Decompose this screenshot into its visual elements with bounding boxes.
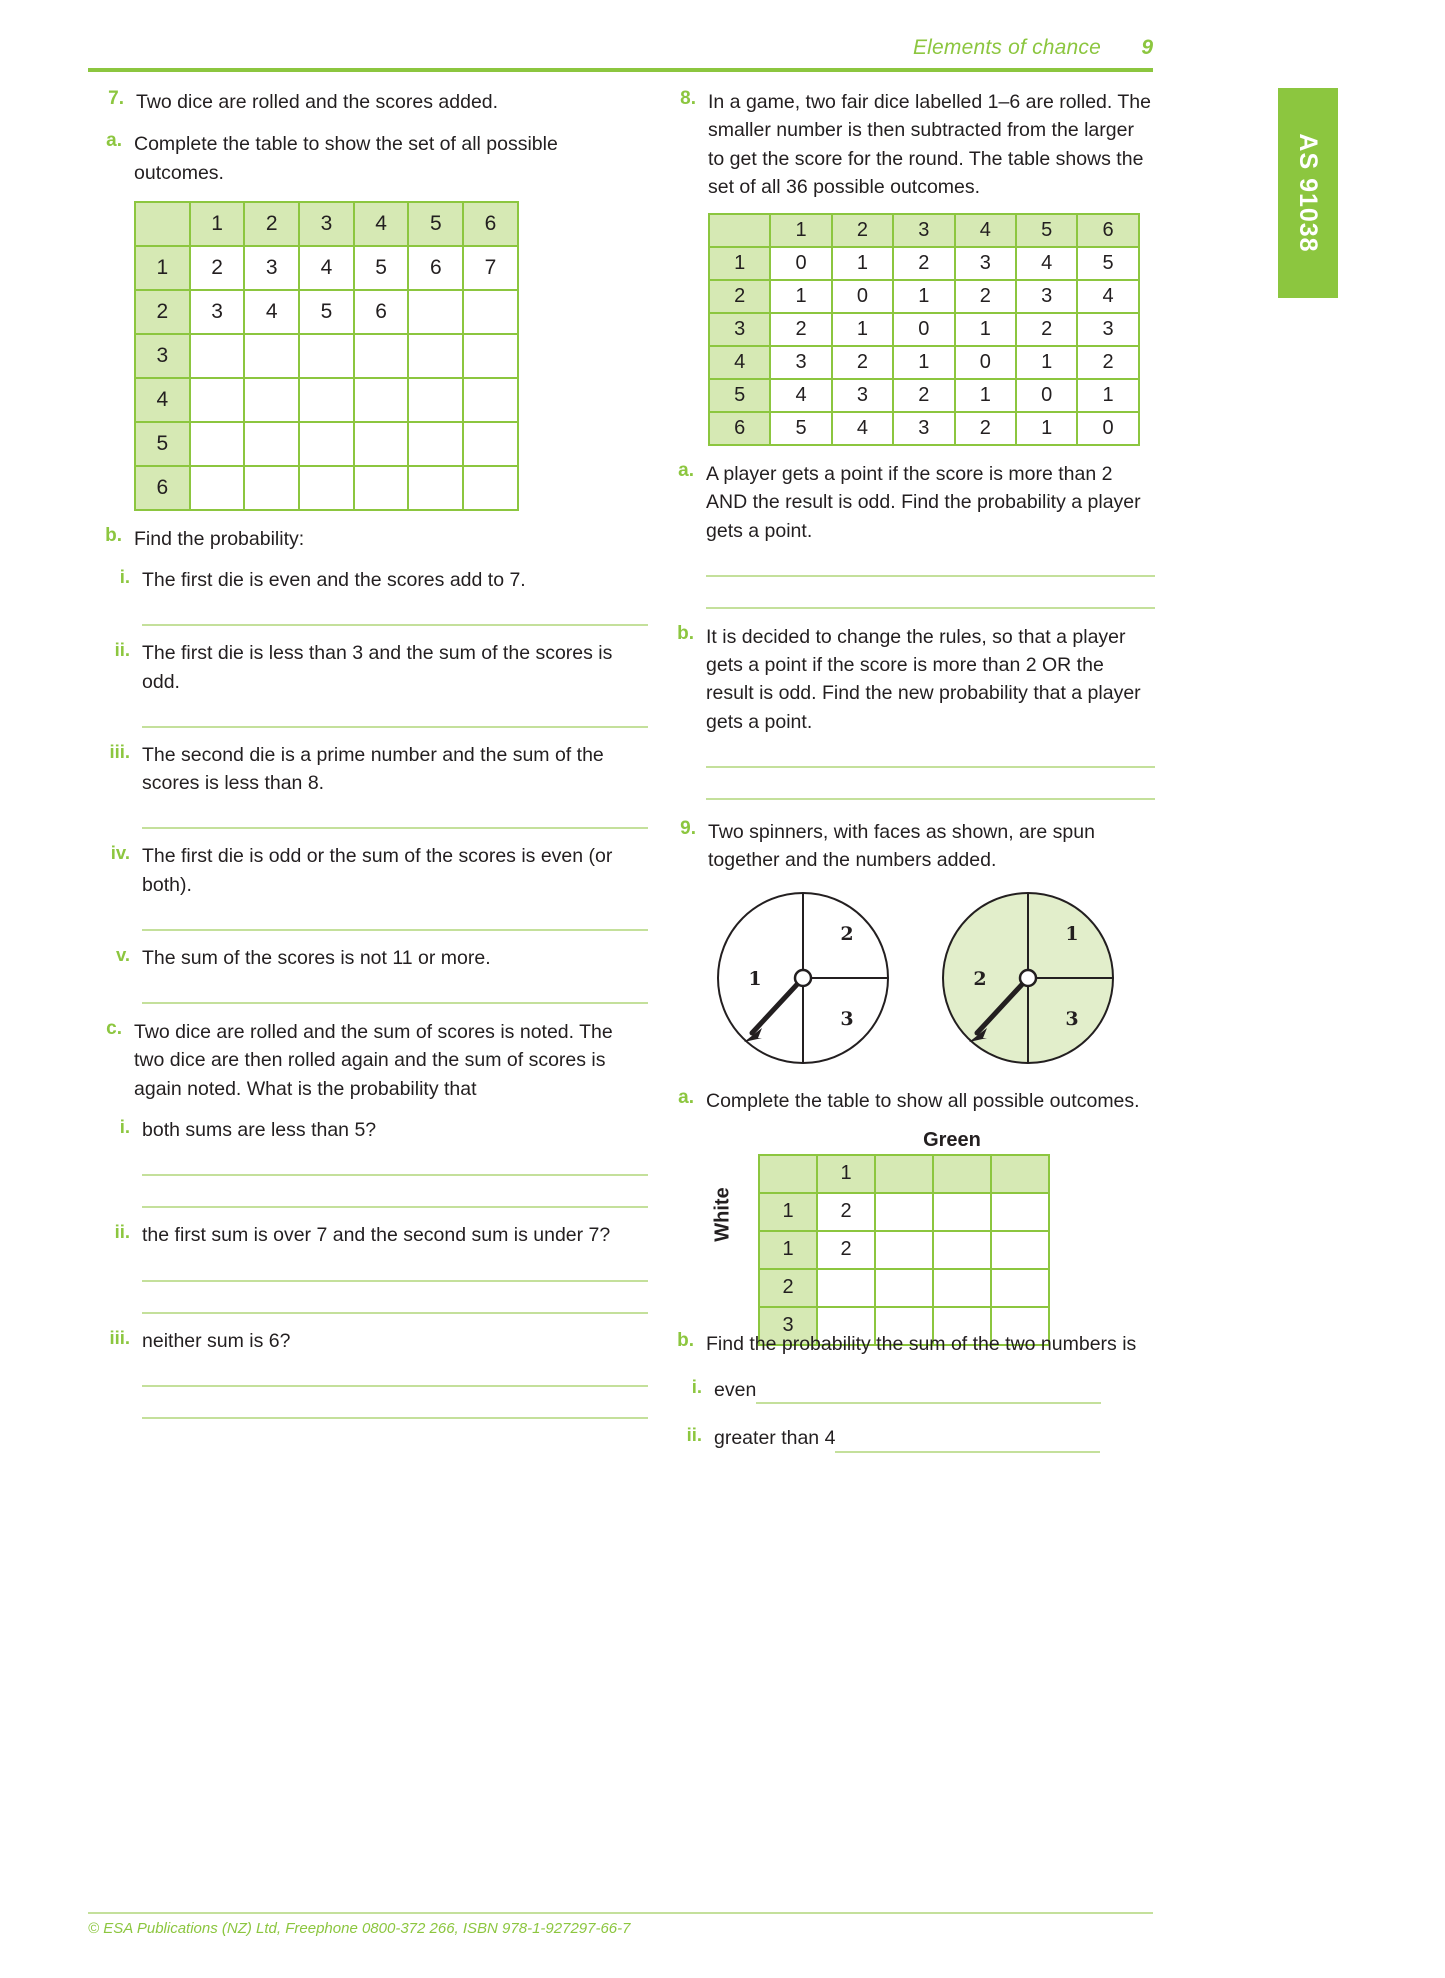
q8-col-header: 6 — [1077, 214, 1138, 247]
question-9b-text: Find the probability the sum of the two numbers is — [706, 1332, 1137, 1355]
q7-cell[interactable] — [463, 290, 518, 334]
q8-cell: 2 — [955, 280, 1016, 313]
q8-cell: 0 — [955, 346, 1016, 379]
question-8b — [660, 623, 1155, 800]
q8-corner-cell — [709, 214, 770, 247]
question-7c-ii-label: ii. — [114, 1221, 130, 1243]
question-9b-i-text: even — [714, 1378, 757, 1401]
q7-col-header: 6 — [463, 202, 518, 246]
q8-cell: 4 — [1077, 280, 1138, 313]
table-row — [759, 1193, 1049, 1231]
answer-line[interactable] — [142, 1206, 648, 1208]
question-8a — [660, 460, 1155, 609]
q8-cell: 3 — [955, 247, 1016, 280]
q8-cell: 1 — [893, 280, 954, 313]
q8-cell: 2 — [893, 247, 954, 280]
table-row — [135, 246, 518, 290]
table-row — [709, 412, 1139, 445]
q7-cell[interactable] — [408, 466, 463, 510]
q7-cell[interactable] — [354, 466, 409, 510]
q8-cell: 1 — [955, 379, 1016, 412]
answer-line[interactable] — [142, 726, 648, 728]
q7-cell[interactable] — [463, 422, 518, 466]
white-spinner-label-3: 3 — [840, 1008, 854, 1031]
q7-col-header: 2 — [244, 202, 299, 246]
q8-row-header: 3 — [709, 313, 770, 346]
white-spinner — [718, 893, 888, 1063]
q7-cell[interactable]: 2 — [190, 246, 245, 290]
q8-cell: 1 — [893, 346, 954, 379]
answer-line[interactable] — [142, 1417, 648, 1419]
answer-line[interactable] — [142, 1312, 648, 1314]
question-8b-label: b. — [677, 622, 694, 644]
q9-cell[interactable] — [933, 1269, 991, 1307]
answer-line[interactable] — [142, 1385, 648, 1387]
table-row — [135, 290, 518, 334]
question-9a — [660, 1087, 1155, 1337]
q7-cell[interactable]: 4 — [299, 246, 354, 290]
q8-outcomes-table — [708, 213, 1140, 446]
q7-cell[interactable] — [190, 378, 245, 422]
question-7c-iii — [88, 1327, 648, 1419]
table-row — [759, 1231, 1049, 1269]
question-7b-text: Find the probability: — [134, 527, 305, 550]
left-column — [88, 88, 648, 1419]
question-9a-text: Complete the table to show all possible outcomes. — [706, 1090, 1140, 1113]
table-row — [709, 379, 1139, 412]
q7-cell[interactable] — [408, 334, 463, 378]
white-spinner-label-2: 2 — [840, 923, 854, 946]
question-7-number: 7. — [108, 88, 124, 109]
question-7b-ii-label: ii. — [114, 639, 130, 661]
q9-cell[interactable]: 2 — [817, 1193, 875, 1231]
question-7c-text: Two dice are rolled and the sum of scores is noted. The two dice are then rolled again and the sum of scores is again noted. What is the probability that — [134, 1021, 613, 1100]
question-7c-i — [88, 1116, 648, 1208]
question-9b — [660, 1330, 1155, 1358]
q7-cell[interactable] — [354, 378, 409, 422]
table-row — [759, 1269, 1049, 1307]
q8-cell: 3 — [893, 412, 954, 445]
q8-col-header: 2 — [832, 214, 893, 247]
q8-cell: 2 — [893, 379, 954, 412]
q8-cell: 2 — [1077, 346, 1138, 379]
q9-cell[interactable] — [817, 1269, 875, 1307]
question-9b-i — [660, 1376, 1155, 1404]
green-spinner-label-3: 3 — [1065, 1008, 1079, 1031]
q9-corner-cell — [759, 1155, 817, 1193]
table-row — [135, 466, 518, 510]
q8-col-header: 3 — [893, 214, 954, 247]
question-9a-label: a. — [678, 1087, 694, 1109]
q8-cell: 1 — [832, 247, 893, 280]
q8-cell: 3 — [832, 379, 893, 412]
q7-cell[interactable]: 3 — [190, 290, 245, 334]
q7-cell[interactable] — [463, 466, 518, 510]
q9-row-header: 1 — [759, 1231, 817, 1269]
answer-line[interactable] — [142, 1174, 648, 1176]
q8-cell: 2 — [770, 313, 831, 346]
question-7b-ii — [88, 639, 648, 728]
q7-cell[interactable] — [408, 378, 463, 422]
footer-text: © ESA Publications (NZ) Ltd, Freephone 0800-372 266, ISBN 978-1-927297-66-7 — [88, 1920, 631, 1937]
table-row — [709, 247, 1139, 280]
q8-cell: 2 — [955, 412, 1016, 445]
question-8a-text: A player gets a point if the score is more than 2 AND the result is odd. Find the probability a player gets a point. — [706, 463, 1141, 542]
q8-cell: 0 — [770, 247, 831, 280]
q8-col-header: 1 — [770, 214, 831, 247]
q8-cell: 0 — [893, 313, 954, 346]
q7-row-header: 3 — [135, 334, 190, 378]
question-9b-ii-text: greater than 4 — [714, 1427, 836, 1450]
question-9b-ii-label: ii. — [686, 1424, 702, 1446]
q8-row-header: 1 — [709, 247, 770, 280]
q8-cell: 1 — [1016, 346, 1077, 379]
question-7c-i-text: both sums are less than 5? — [142, 1118, 377, 1141]
question-7b-ii-text: The first die is less than 3 and the sum of the scores is odd. — [142, 642, 613, 693]
question-7-stem: Two dice are rolled and the scores added. — [136, 91, 499, 113]
green-spinner-label-2: 2 — [973, 968, 987, 991]
q7-cell[interactable] — [244, 466, 299, 510]
q8-cell: 1 — [955, 313, 1016, 346]
question-9-stem: Two spinners, with faces as shown, are spun together and the numbers added. — [708, 820, 1095, 872]
q7-row-header: 4 — [135, 378, 190, 422]
question-9b-label: b. — [677, 1329, 694, 1351]
question-7b-i — [88, 566, 648, 626]
green-spinner — [943, 893, 1113, 1063]
q7-cell[interactable] — [299, 422, 354, 466]
page-number: 9 — [1141, 36, 1153, 59]
question-7 — [88, 88, 648, 1419]
q8-row-header: 2 — [709, 280, 770, 313]
q7-cell[interactable]: 5 — [354, 246, 409, 290]
question-9b-i-label: i. — [691, 1375, 702, 1397]
q8-cell: 1 — [832, 313, 893, 346]
page-header — [88, 36, 1153, 70]
question-7b-iii-text: The second die is a prime number and the sum of the scores is less than 8. — [142, 743, 604, 795]
standard-code-tab — [1278, 88, 1338, 298]
question-8-stem: In a game, two fair dice labelled 1–6 are rolled. The smaller number is then subtracted from the larger to get the score for the round. The table shows the set of all 36 possible outcomes. — [708, 91, 1151, 198]
q7-col-header: 4 — [354, 202, 409, 246]
question-7a — [88, 130, 648, 511]
question-8 — [660, 88, 1155, 800]
q7-row-header: 6 — [135, 466, 190, 510]
green-spinner-label-1: 1 — [1065, 923, 1079, 946]
q9-cell[interactable] — [991, 1231, 1049, 1269]
q7-cell[interactable] — [299, 334, 354, 378]
question-7c-i-label: i. — [119, 1115, 130, 1137]
q7-cell[interactable]: 6 — [408, 246, 463, 290]
answer-line[interactable] — [835, 1432, 1100, 1452]
question-7c-ii-text: the first sum is over 7 and the second sum is under 7? — [142, 1224, 611, 1247]
q8-cell: 4 — [770, 379, 831, 412]
question-9-number: 9. — [680, 817, 696, 839]
q9-col-header: 1 — [817, 1155, 875, 1193]
q8-cell: 1 — [1077, 379, 1138, 412]
q9-row-header: 2 — [759, 1269, 817, 1307]
answer-line[interactable] — [706, 607, 1155, 609]
q9-table-figure — [706, 1126, 1155, 1337]
question-8-number: 8. — [680, 88, 696, 109]
q9-col-header[interactable] — [875, 1155, 933, 1193]
question-7b-v — [88, 944, 648, 1004]
answer-line[interactable] — [706, 575, 1155, 577]
right-column — [660, 88, 1155, 1453]
white-spinner-label-1: 1 — [748, 968, 762, 991]
q8-cell: 5 — [770, 412, 831, 445]
q7-cell[interactable]: 3 — [244, 246, 299, 290]
q7-row-header: 1 — [135, 246, 190, 290]
q8-row-header: 5 — [709, 379, 770, 412]
q7-cell[interactable] — [299, 466, 354, 510]
q7-col-header: 3 — [299, 202, 354, 246]
q7-col-header: 1 — [190, 202, 245, 246]
question-7b-iv — [88, 842, 648, 931]
q7-corner-cell — [135, 202, 190, 246]
question-7a-label: a. — [106, 130, 122, 152]
table-row — [135, 202, 518, 246]
q7-cell[interactable] — [244, 334, 299, 378]
q7-cell[interactable] — [244, 378, 299, 422]
table-row — [709, 313, 1139, 346]
question-7b-v-label: v. — [115, 943, 130, 965]
q9-row-header: 3 — [759, 1307, 817, 1345]
table-row — [709, 280, 1139, 313]
q8-col-header: 4 — [955, 214, 1016, 247]
question-7a-text: Complete the table to show the set of all possible outcomes. — [134, 133, 558, 184]
footer-divider — [88, 1912, 1153, 1914]
answer-line[interactable] — [142, 624, 648, 626]
question-7b-iv-label: iv. — [110, 842, 130, 864]
q9-cell[interactable] — [875, 1231, 933, 1269]
q7-cell[interactable] — [354, 334, 409, 378]
table-row — [135, 422, 518, 466]
q7-cell[interactable]: 5 — [299, 290, 354, 334]
answer-line[interactable] — [706, 766, 1155, 768]
question-7c-ii — [88, 1221, 648, 1313]
page-title: Elements of chance — [912, 36, 1101, 59]
q8-cell: 4 — [832, 412, 893, 445]
question-7b-v-text: The sum of the scores is not 11 or more. — [142, 946, 491, 969]
question-7b-iii — [88, 741, 648, 830]
header-divider — [88, 68, 1153, 72]
q8-cell: 1 — [1016, 412, 1077, 445]
question-7b-iv-text: The first die is odd or the sum of the scores is even (or both). — [142, 845, 613, 896]
q9-cell[interactable]: 2 — [817, 1231, 875, 1269]
q9-cell[interactable] — [991, 1193, 1049, 1231]
q7-row-header: 2 — [135, 290, 190, 334]
q8-cell: 0 — [832, 280, 893, 313]
q7-outcomes-table[interactable] — [134, 201, 519, 511]
question-9 — [660, 818, 1155, 1453]
q8-cell: 0 — [1016, 379, 1077, 412]
question-7c-iii-label: iii. — [109, 1326, 130, 1348]
question-7b-label: b. — [105, 524, 122, 546]
spinners-svg — [708, 888, 1158, 1068]
question-7c-iii-text: neither sum is 6? — [142, 1329, 291, 1352]
question-9b-ii — [660, 1424, 1155, 1452]
q7-cell[interactable] — [299, 378, 354, 422]
q7-cell[interactable] — [190, 334, 245, 378]
q9-col-header[interactable] — [991, 1155, 1049, 1193]
q9-cell[interactable] — [875, 1193, 933, 1231]
q7-cell[interactable] — [463, 378, 518, 422]
spinners-figure — [708, 888, 1155, 1073]
q8-cell: 2 — [832, 346, 893, 379]
answer-line[interactable] — [142, 1002, 648, 1004]
question-7b-i-label: i. — [119, 566, 130, 588]
answer-line[interactable] — [142, 1280, 648, 1282]
q8-cell: 3 — [1016, 280, 1077, 313]
q9-green-axis-label: Green — [923, 1128, 981, 1151]
table-row — [709, 346, 1139, 379]
q8-cell: 0 — [1077, 412, 1138, 445]
q7-row-header: 5 — [135, 422, 190, 466]
q7-cell[interactable]: 4 — [244, 290, 299, 334]
table-row — [709, 214, 1139, 247]
q7-cell[interactable] — [244, 422, 299, 466]
q9-cell[interactable] — [933, 1193, 991, 1231]
q8-cell: 5 — [1077, 247, 1138, 280]
q7-cell[interactable] — [190, 422, 245, 466]
q8-row-header: 6 — [709, 412, 770, 445]
q7-cell[interactable] — [463, 334, 518, 378]
table-row — [135, 378, 518, 422]
q8-cell: 1 — [770, 280, 831, 313]
q7-cell[interactable]: 6 — [354, 290, 409, 334]
q7-cell[interactable] — [190, 466, 245, 510]
q9-cell[interactable] — [933, 1231, 991, 1269]
question-8a-label: a. — [678, 460, 694, 482]
standard-code-label: AS 91038 — [1294, 133, 1323, 253]
question-7c — [88, 1018, 648, 1103]
question-7b-i-text: The first die is even and the scores add to 7. — [142, 569, 526, 592]
answer-line[interactable] — [142, 827, 648, 829]
question-8b-text: It is decided to change the rules, so that a player gets a point if the score is more than 2 OR the result is odd. Find the new probability that a player gets a point. — [706, 625, 1141, 733]
q9-col-header[interactable] — [933, 1155, 991, 1193]
q8-col-header: 5 — [1016, 214, 1077, 247]
q7-col-header: 5 — [408, 202, 463, 246]
q8-cell: 4 — [1016, 247, 1077, 280]
question-7c-label: c. — [106, 1018, 122, 1040]
q8-cell: 2 — [1016, 313, 1077, 346]
q9-cell[interactable] — [875, 1269, 933, 1307]
q8-row-header: 4 — [709, 346, 770, 379]
q7-cell[interactable] — [354, 422, 409, 466]
q9-outcomes-table[interactable] — [758, 1154, 1050, 1346]
q9-row-header: 1 — [759, 1193, 817, 1231]
answer-line[interactable] — [142, 929, 648, 931]
q7-cell[interactable]: 7 — [463, 246, 518, 290]
q8-cell: 3 — [770, 346, 831, 379]
question-7b-iii-label: iii. — [109, 740, 130, 762]
answer-line[interactable] — [706, 798, 1155, 800]
table-row — [135, 334, 518, 378]
q9-white-axis-label: White — [711, 1187, 734, 1242]
q9-cell[interactable] — [991, 1269, 1049, 1307]
q7-cell[interactable] — [408, 422, 463, 466]
q8-cell: 3 — [1077, 313, 1138, 346]
question-7b — [88, 525, 648, 553]
q7-cell[interactable] — [408, 290, 463, 334]
answer-line[interactable] — [756, 1384, 1101, 1404]
table-row — [759, 1155, 1049, 1193]
